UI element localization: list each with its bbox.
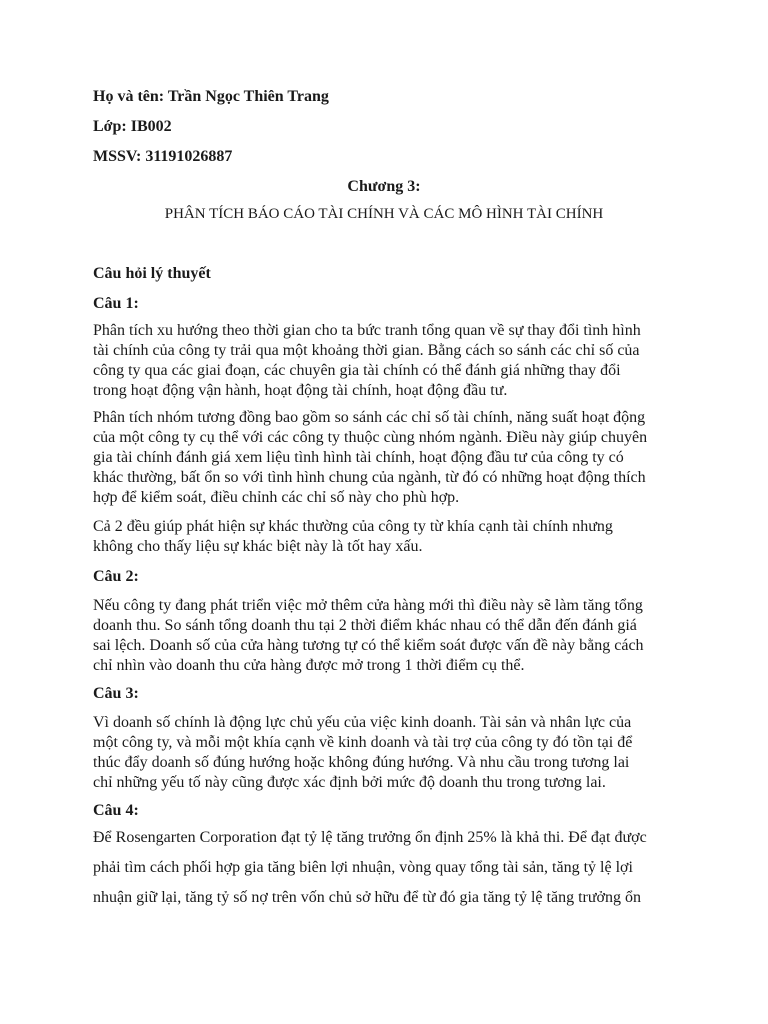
text-line: tài chính của công ty trải qua một khoảng thời gian. Bằng cách so sánh các chỉ số của <box>93 342 640 359</box>
question-2-paragraph-1 <box>93 596 693 676</box>
text-line: của một công ty cụ thể với các công ty thuộc cùng nhóm ngành. Điều này giúp chuyên <box>93 429 648 446</box>
question-3-paragraph-1 <box>93 713 693 793</box>
text-line: gia tài chính đánh giá xem liệu tình hình tài chính, hoạt động đầu tư của công ty có <box>93 449 624 466</box>
text-line: một công ty, và mỗi một khía cạnh về kinh doanh và tài trợ của công ty đó tồn tại để <box>93 734 633 751</box>
text-line: chỉ những yếu tố này cũng được xác định bởi mức độ doanh thu trong tương lai. <box>93 774 606 791</box>
text-line: phải tìm cách phối hợp gia tăng biên lợi nhuận, vòng quay tổng tài sản, tăng tỷ lệ lợi <box>93 859 633 876</box>
text-line: thúc đẩy doanh số đúng hướng hoặc không đúng hướng. Và nhu cầu trong tương lai <box>93 754 630 771</box>
text-line: trong hoạt động vận hành, hoạt động tài chính, hoạt động đầu tư. <box>93 382 508 399</box>
question-1-label: Câu 1: <box>93 295 139 312</box>
question-1-paragraph-3 <box>93 517 693 557</box>
question-1-paragraph-2 <box>93 408 693 508</box>
chapter-label: Chương 3: <box>347 178 421 195</box>
text-line: sai lệch. Doanh số của cửa hàng tương tự có thể kiểm soát được vấn đề này bằng cách <box>93 637 644 654</box>
text-line: khác thường, bất ổn so với tình hình chung của ngành, từ đó có những hoạt động thích <box>93 469 646 486</box>
text-line: Để Rosengarten Corporation đạt tỷ lệ tăng trưởng ổn định 25% là khả thi. Để đạt được <box>93 829 647 846</box>
student-class: Lớp: IB002 <box>93 118 172 135</box>
text-line: Phân tích xu hướng theo thời gian cho ta bức tranh tổng quan về sự thay đổi tình hình <box>93 322 641 339</box>
text-line: chỉ nhìn vào doanh thu cửa hàng được mở trong 1 thời điểm cụ thể. <box>93 657 525 674</box>
student-name: Họ và tên: Trần Ngọc Thiên Trang <box>93 88 329 105</box>
text-line: Nếu công ty đang phát triển việc mở thêm cửa hàng mới thì điều này sẽ làm tăng tổng <box>93 597 643 614</box>
text-line: không cho thấy liệu sự khác biệt này là tốt hay xấu. <box>93 538 423 555</box>
text-line: Vì doanh số chính là động lực chủ yếu của việc kinh doanh. Tài sản và nhân lực của <box>93 714 632 731</box>
question-4-paragraph-1 <box>93 823 693 913</box>
section-heading: Câu hỏi lý thuyết <box>93 265 211 282</box>
text-line: hợp để kiểm soát, điều chỉnh các chỉ số này cho phù hợp. <box>93 489 460 506</box>
chapter-title: PHÂN TÍCH BÁO CÁO TÀI CHÍNH VÀ CÁC MÔ HÌNH TÀI CHÍNH <box>164 206 604 222</box>
text-line: nhuận giữ lại, tăng tỷ số nợ trên vốn chủ sở hữu để từ đó gia tăng tỷ lệ tăng trưởng ổn <box>93 889 641 906</box>
text-line: Cả 2 đều giúp phát hiện sự khác thường của công ty từ khía cạnh tài chính nhưng <box>93 518 613 535</box>
text-line: doanh thu. So sánh tổng doanh thu tại 2 thời điểm khác nhau có thể dẫn đến đánh giá <box>93 617 637 634</box>
student-id: MSSV: 31191026887 <box>93 148 233 165</box>
question-4-label: Câu 4: <box>93 802 139 819</box>
question-2-label: Câu 2: <box>93 568 139 585</box>
question-1-paragraph-1 <box>93 321 693 401</box>
text-line: công ty qua các giai đoạn, các chuyên gia tài chính có thể đánh giá những thay đổi <box>93 362 621 379</box>
text-line: Phân tích nhóm tương đồng bao gồm so sánh các chỉ số tài chính, năng suất hoạt động <box>93 409 646 426</box>
question-3-label: Câu 3: <box>93 685 139 702</box>
